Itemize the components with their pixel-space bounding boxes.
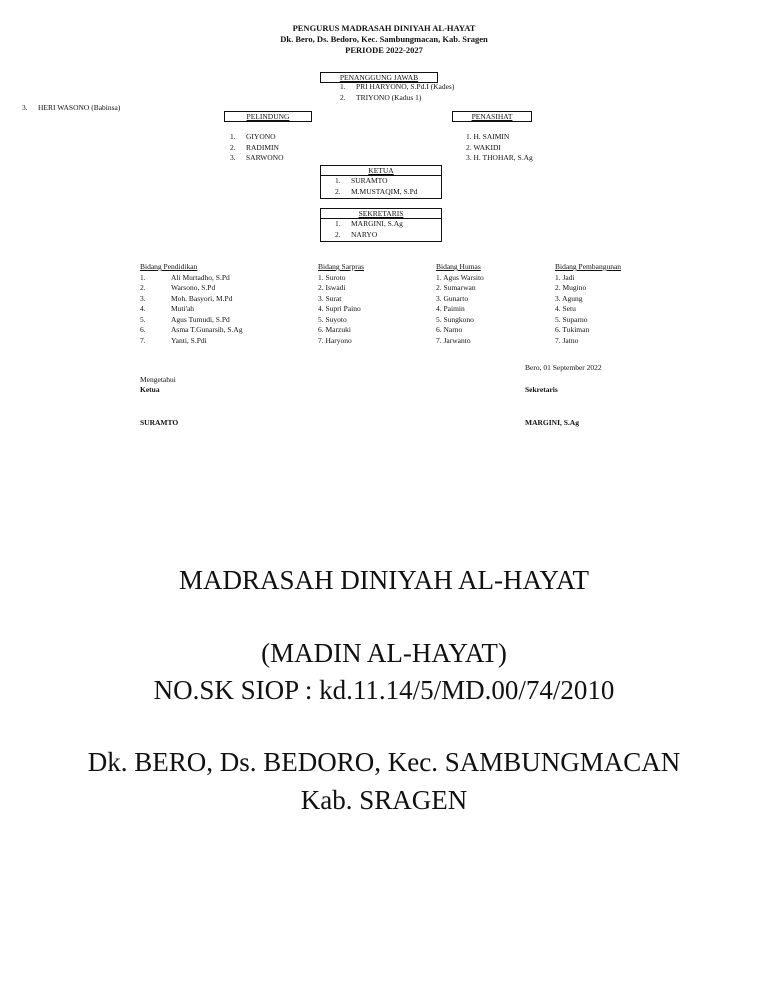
list-item: 6. Tukiman [555, 325, 590, 334]
list-item: 4. Setu [555, 304, 576, 313]
bidang-sarpras [318, 262, 364, 346]
list-item: 4. Supri Paino [318, 304, 361, 313]
list-item: 1. GIYONO [230, 132, 276, 141]
penasihat-list [466, 132, 533, 164]
list-item: 7. Haryono [318, 335, 352, 345]
list-item: 6. Marzuki [318, 325, 351, 334]
list-item: 5. Sungkono [436, 314, 474, 324]
bidang-pendidikan [140, 262, 243, 346]
cover-regency: Kab. SRAGEN [300, 785, 468, 815]
list-item: 7. Jatno [555, 335, 579, 345]
list-item: 1. H. SAIMIN [466, 132, 510, 141]
list-item: 2. M.MUSTAQIM, S.Pd [335, 186, 418, 196]
ketua-list [320, 175, 442, 199]
list-item: 5. Agus Tumudi, S.Pd [140, 314, 230, 324]
list-item: 3. Moh. Basyori, M.Pd [140, 293, 233, 303]
list-item: 1. PRI HARYONO, S.Pd.I (Kades) [340, 82, 455, 91]
list-item: 4. Paimin [436, 304, 465, 313]
sekretaris-list [320, 218, 442, 242]
cover-address: Dk. BERO, Ds. BEDORO, Kec. SAMBUNGMACAN [87, 747, 681, 777]
list-item: 1. Jadi [555, 272, 575, 282]
pelindung-box: PELINDUNG [224, 111, 312, 122]
list-item: 2. Sumarwan [436, 283, 476, 292]
list-item: 1. MARGINI, S.Ag [335, 219, 403, 228]
list-item: 2. WAKIDI [466, 142, 501, 152]
list-item: 2. NARYO [335, 229, 378, 239]
org-address: Dk. Bero, Ds. Bedoro, Kec. Sambungmacan, Kab. Sragen [280, 34, 488, 44]
list-item: 2. RADIMIN [230, 142, 279, 152]
right-role: Sekretaris [525, 385, 558, 394]
cover-short-name: (MADIN AL-HAYAT) [261, 638, 507, 668]
list-item: 3. Gunarto [436, 293, 469, 303]
bidang-humas-label: Bidang Humas [436, 262, 481, 271]
list-item: 3. HERI WASONO (Babinsa) [22, 103, 121, 112]
penanggung-jawab-list [340, 82, 454, 103]
list-item: 3. SARWONO [230, 153, 284, 162]
bidang-pembangunan [555, 262, 621, 346]
list-item: 3. H. THOHAR, S.Ag [466, 153, 533, 162]
right-name: MARGINI, S.Ag [525, 418, 579, 427]
list-item: 5. Suparno [555, 314, 588, 324]
left-intro: Mengetahui [140, 375, 176, 384]
ketua-box: KETUA [320, 165, 442, 176]
penanggung-jawab-third [22, 103, 120, 114]
penanggung-jawab-box: PENANGGUNG JAWAB [320, 72, 438, 83]
list-item: 2. Iswadi [318, 283, 346, 292]
bidang-pembangunan-label: Bidang Pembangunan [555, 262, 622, 271]
cover-title: MADRASAH DINIYAH AL-HAYAT [178, 565, 590, 595]
sekretaris-box: SEKRETARIS [320, 208, 442, 219]
list-item: 3. Agung [555, 293, 583, 303]
list-item: 1. SURAMTO [335, 176, 388, 185]
list-item: 4. Muti'ah [140, 304, 195, 313]
list-item: 6. Asma T.Gunarsih, S.Ag [140, 325, 243, 334]
left-role: Ketua [140, 385, 160, 394]
list-item: 7. Jarwanto [436, 335, 471, 345]
list-item: 7. Yanti, S.Pdi [140, 335, 207, 345]
list-item: 2. Mugino [555, 283, 587, 292]
pelindung-list [230, 132, 284, 164]
list-item: 1. Agus Warsito [436, 272, 484, 282]
list-item: 1. Ali Murtadho, S.Pd [140, 272, 230, 282]
left-name: SURAMTO [140, 418, 179, 427]
list-item: 3. Surat [318, 293, 342, 303]
list-item: 2. TRIYONO (Kadus 1) [340, 92, 422, 102]
bidang-pendidikan-label: Bidang Pendidikan [140, 262, 198, 271]
bidang-sarpras-label: Bidang Sarpras [318, 262, 365, 271]
list-item: 6. Narno [436, 325, 463, 334]
bidang-humas [436, 262, 484, 346]
org-title: PENGURUS MADRASAH DINIYAH AL-HAYAT [292, 23, 476, 33]
penasihat-box: PENASIHAT [452, 111, 532, 122]
place-date: Bero, 01 September 2022 [525, 363, 602, 372]
list-item: 2. Warsono, S.Pd [140, 283, 216, 292]
cover-sk-number: NO.SK SIOP : kd.11.14/5/MD.00/74/2010 [153, 675, 615, 705]
list-item: 1. Suroto [318, 272, 346, 282]
list-item: 5. Suyoto [318, 314, 347, 324]
org-period: PERIODE 2022-2027 [345, 45, 423, 55]
